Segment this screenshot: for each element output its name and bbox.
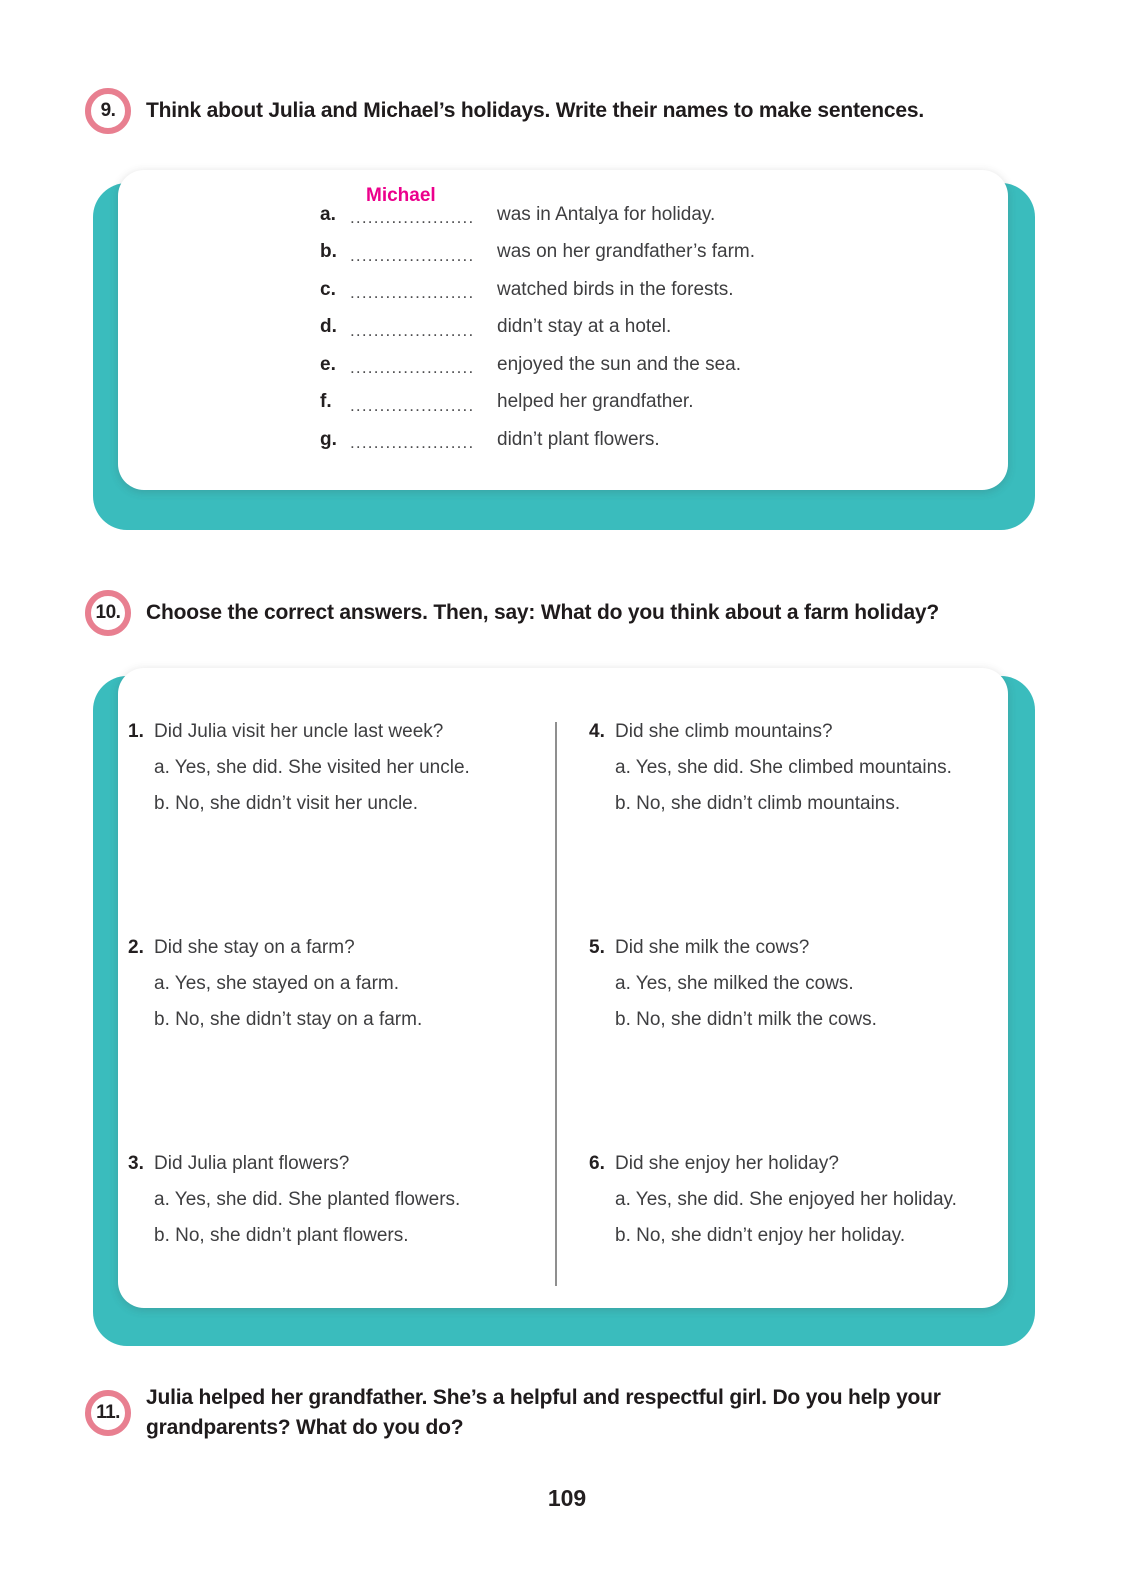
exercise9-fill-rows bbox=[320, 185, 992, 459]
fill-row-g-text: didn’t plant flowers. bbox=[497, 428, 660, 450]
question-5-option-a[interactable]: a. Yes, she milked the cows. bbox=[615, 973, 854, 994]
fill-row-a-dots: ..................... bbox=[350, 208, 475, 228]
exercise11-number: 11. bbox=[96, 1402, 120, 1423]
exercise9-card-panel bbox=[118, 170, 1008, 490]
question-3-number: 3. bbox=[128, 1153, 144, 1174]
fill-row-f-dots: ..................... bbox=[350, 395, 475, 415]
question-4-line bbox=[589, 722, 1004, 741]
questions-right-column bbox=[557, 722, 1004, 1286]
fill-row-f-label: f. bbox=[320, 391, 332, 413]
fill-row-a-label: a. bbox=[320, 203, 336, 225]
exercise11-header bbox=[85, 1383, 1030, 1443]
question-1-line bbox=[128, 722, 555, 741]
exercise10-title: Choose the correct answers. Then, say: What do you think about a farm holiday? bbox=[146, 601, 940, 624]
fill-row-e-label: e. bbox=[320, 353, 336, 375]
question-4 bbox=[589, 722, 1004, 813]
fill-row-b-label: b. bbox=[320, 241, 337, 263]
exercise10-card-panel bbox=[118, 668, 1008, 1308]
exercise9-number-badge bbox=[85, 88, 131, 134]
question-3 bbox=[128, 1154, 555, 1245]
fill-row-e-text: enjoyed the sun and the sea. bbox=[497, 353, 742, 375]
question-5 bbox=[589, 938, 1004, 1029]
question-3-line bbox=[128, 1154, 555, 1173]
fill-row-b bbox=[320, 234, 992, 272]
question-5-line bbox=[589, 938, 1004, 957]
question-2-line bbox=[128, 938, 555, 957]
exercise9-title: Think about Julia and Michael’s holidays. Write their names to make sentences. bbox=[146, 99, 924, 122]
question-2-option-b[interactable]: b. No, she didn’t stay on a farm. bbox=[154, 1009, 423, 1030]
fill-row-g bbox=[320, 421, 992, 459]
exercise11-title: Julia helped her grandfather. She’s a helpful and respectful girl. Do you help your grandparents? What do you do? bbox=[146, 1386, 941, 1439]
exercise10-questions-grid bbox=[128, 722, 1004, 1286]
question-6-text: Did she enjoy her holiday? bbox=[615, 1153, 839, 1174]
fill-row-f-blank[interactable] bbox=[350, 391, 490, 414]
question-2-option-a[interactable]: a. Yes, she stayed on a farm. bbox=[154, 973, 400, 994]
fill-row-g-label: g. bbox=[320, 428, 337, 450]
fill-row-e bbox=[320, 346, 992, 384]
page-number: 109 bbox=[547, 1485, 587, 1511]
exercise11-number-badge bbox=[85, 1390, 131, 1436]
fill-row-d-label: d. bbox=[320, 316, 337, 338]
question-1-option-a[interactable]: a. Yes, she did. She visited her uncle. bbox=[154, 757, 470, 778]
fill-row-f bbox=[320, 384, 992, 422]
question-6-option-a[interactable]: a. Yes, she did. She enjoyed her holiday. bbox=[615, 1189, 957, 1210]
fill-row-c-dots: ..................... bbox=[350, 283, 475, 303]
question-6-number: 6. bbox=[589, 1153, 605, 1174]
fill-row-e-dots: ..................... bbox=[350, 358, 475, 378]
question-6-option-b[interactable]: b. No, she didn’t enjoy her holiday. bbox=[615, 1225, 906, 1246]
question-4-text: Did she climb mountains? bbox=[615, 721, 833, 742]
question-3-option-a[interactable]: a. Yes, she did. She planted flowers. bbox=[154, 1189, 461, 1210]
question-2 bbox=[128, 938, 555, 1029]
question-4-option-a[interactable]: a. Yes, she did. She climbed mountains. bbox=[615, 757, 952, 778]
fill-row-a-blank[interactable] bbox=[350, 185, 490, 228]
fill-row-b-dots: ..................... bbox=[350, 245, 475, 265]
question-2-text: Did she stay on a farm? bbox=[154, 937, 355, 958]
exercise10-number-badge bbox=[85, 590, 131, 636]
fill-row-a-answer: Michael bbox=[366, 185, 436, 207]
fill-row-c bbox=[320, 271, 992, 309]
question-5-option-b[interactable]: b. No, she didn’t milk the cows. bbox=[615, 1009, 877, 1030]
question-1 bbox=[128, 722, 555, 813]
fill-row-b-text: was on her grandfather’s farm. bbox=[497, 241, 756, 263]
question-5-number: 5. bbox=[589, 937, 605, 958]
fill-row-f-text: helped her grandfather. bbox=[497, 391, 694, 413]
question-1-number: 1. bbox=[128, 721, 144, 742]
exercise9-number: 9. bbox=[100, 100, 116, 121]
fill-row-a bbox=[320, 185, 992, 234]
fill-row-g-blank[interactable] bbox=[350, 428, 490, 451]
question-4-number: 4. bbox=[589, 721, 605, 742]
exercise9-card bbox=[93, 170, 1035, 530]
question-1-option-b[interactable]: b. No, she didn’t visit her uncle. bbox=[154, 793, 419, 814]
fill-row-c-label: c. bbox=[320, 278, 336, 300]
fill-row-d-dots: ..................... bbox=[350, 320, 475, 340]
question-6 bbox=[589, 1154, 1004, 1245]
exercise10-card bbox=[93, 668, 1035, 1346]
exercise10-number: 10. bbox=[95, 602, 121, 623]
fill-row-a-text: was in Antalya for holiday. bbox=[497, 203, 716, 225]
fill-row-e-blank[interactable] bbox=[350, 353, 490, 376]
fill-row-b-blank[interactable] bbox=[350, 241, 490, 264]
exercise9-header bbox=[85, 88, 924, 134]
fill-row-d-blank[interactable] bbox=[350, 316, 490, 339]
question-1-text: Did Julia visit her uncle last week? bbox=[154, 721, 444, 742]
question-5-text: Did she milk the cows? bbox=[615, 937, 810, 958]
question-4-option-b[interactable]: b. No, she didn’t climb mountains. bbox=[615, 793, 901, 814]
fill-row-d-text: didn’t stay at a hotel. bbox=[497, 316, 672, 338]
question-3-option-b[interactable]: b. No, she didn’t plant flowers. bbox=[154, 1225, 409, 1246]
questions-left-column bbox=[128, 722, 555, 1286]
fill-row-c-blank[interactable] bbox=[350, 278, 490, 301]
question-6-line bbox=[589, 1154, 1004, 1173]
fill-row-d bbox=[320, 309, 992, 347]
fill-row-c-text: watched birds in the forests. bbox=[497, 278, 734, 300]
exercise10-header bbox=[85, 590, 939, 636]
question-2-number: 2. bbox=[128, 937, 144, 958]
question-3-text: Did Julia plant flowers? bbox=[154, 1153, 350, 1174]
fill-row-g-dots: ..................... bbox=[350, 433, 475, 453]
